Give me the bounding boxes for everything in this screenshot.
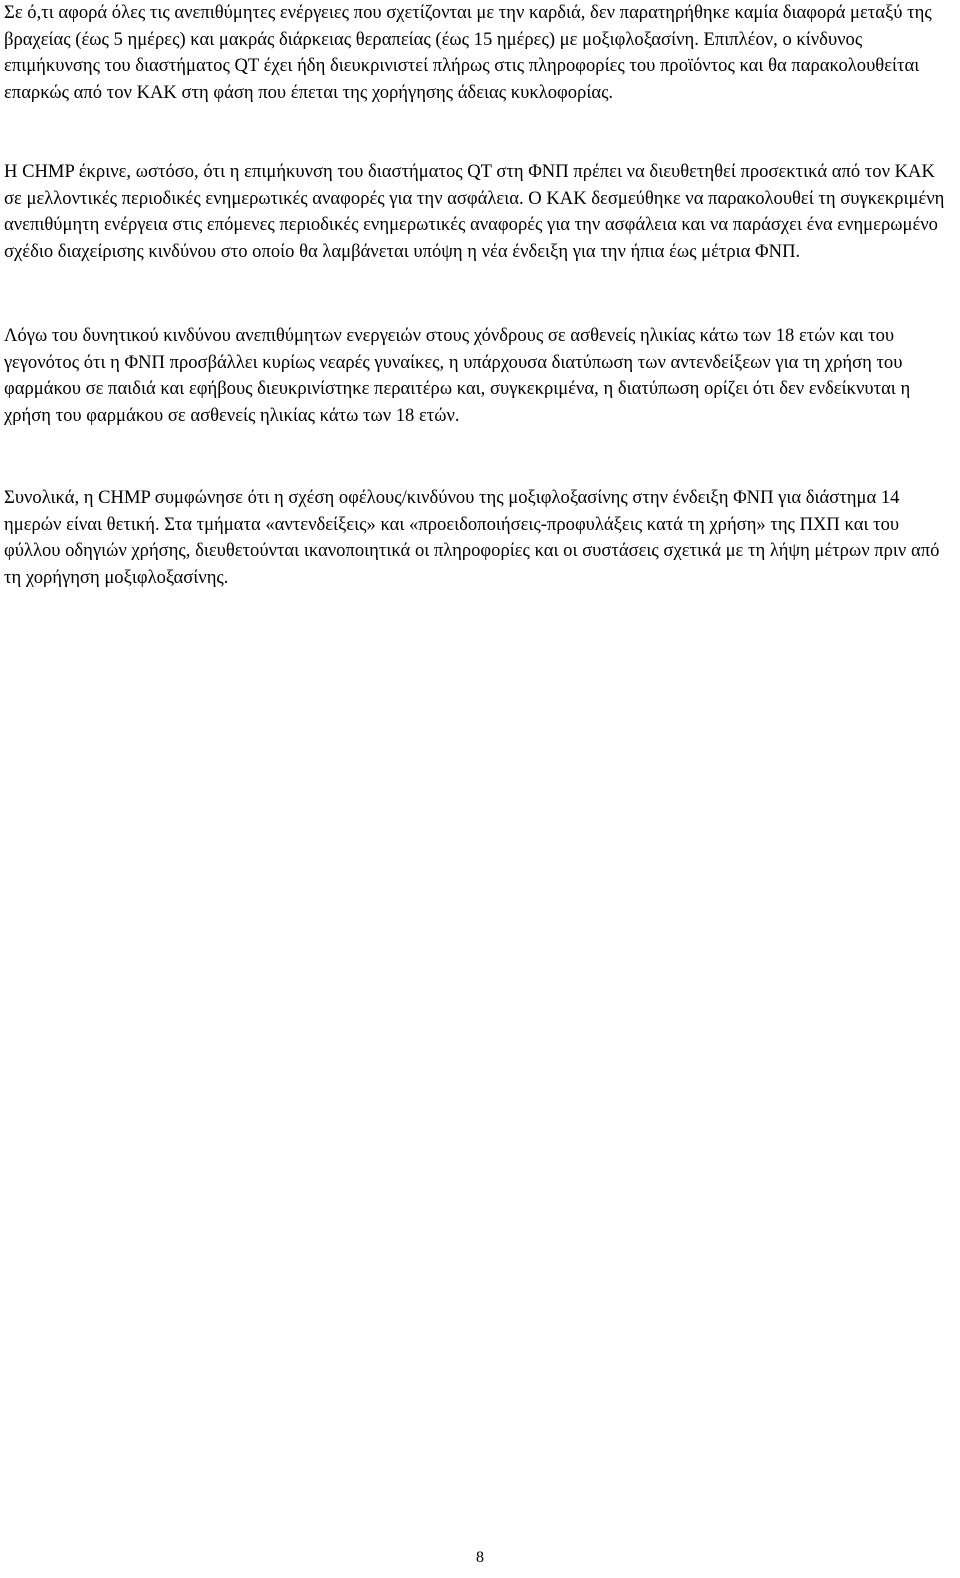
paragraph-benefit-risk-conclusion: Συνολικά, η CHMP συμφώνησε ότι η σχέση οφέλους/κινδύνου της μοξιφλοξασίνης στην ένδειξη ΦΝΠ για διάστημα 14 ημερών είναι θετική. Στα τμήματα «αντενδείξεις» και «προειδοποιήσεις-προφυλάξεις κατά τη χρήση» της ΠΧΠ και του φύλλου οδηγιών χρήσης, διευθετούνται ικανοποιητικά οι πληροφορίες και οι συστάσεις σχετικά με τη λήψη μέτρων πριν από τη χορήγηση μοξιφλοξασίνης. [4,487,940,588]
paragraph-cartilage-risk: Λόγω του δυνητικού κινδύνου ανεπιθύμητων ενεργειών στους χόνδρους σε ασθενείς ηλικίας κάτω των 18 ετών και του γεγονότος ότι η ΦΝΠ προσβάλλει κυρίως νεαρές γυναίκες, η υπάρχουσα διατύπωση των αντενδείξεων για τη χρήση του φαρμάκου σε παιδιά και εφήβους διευκρινίστηκε περαιτέρω και, συγκεκριμένα, η διατύπωση ορίζει ότι δεν ενδείκνυται η χρήση του φαρμάκου σε ασθενείς ηλικίας κάτω των 18 ετών. [4,325,911,426]
paragraph-qt-prolongation: Η CHMP έκρινε, ωστόσο, ότι η επιμήκυνση του διαστήματος QT στη ΦΝΠ πρέπει να διευθετηθεί προσεκτικά από τον ΚΑΚ σε μελλοντικές περιοδικές ενημερωτικές αναφορές για την ασφάλεια. Ο ΚΑΚ δεσμεύθηκε να παρακολουθεί τη συγκεκριμένη ανεπιθύμητη ενέργεια στις επόμενες περιοδικές ενημερωτικές αναφορές για την ασφάλεια και να παράσχει ένα ενημερωμένο σχέδιο διαχείρισης κινδύνου στο οποίο θα λαμβάνεται υπόψη η νέα ένδειξη για την ήπια έως μέτρια ΦΝΠ. [4,161,945,262]
page-number: 8 [476,1549,484,1566]
paragraph-cardiac-adverse-events: Σε ό,τι αφορά όλες τις ανεπιθύμητες ενέργειες που σχετίζονται με την καρδιά, δεν παρατηρήθηκε καμία διαφορά μεταξύ της βραχείας (έως 5 ημέρες) και μακράς διάρκειας θεραπείας (έως 15 ημέρες) με μοξιφλοξασίνη. Επιπλέον, ο κίνδυνος επιμήκυνσης του διαστήματος QT έχει ήδη διευκρινιστεί πλήρως στις πληροφορίες του προϊόντος και θα παρακολουθείται επαρκώς από τον ΚΑΚ στη φάση που έπεται της χορήγησης άδειας κυκλοφορίας. [4,2,932,103]
